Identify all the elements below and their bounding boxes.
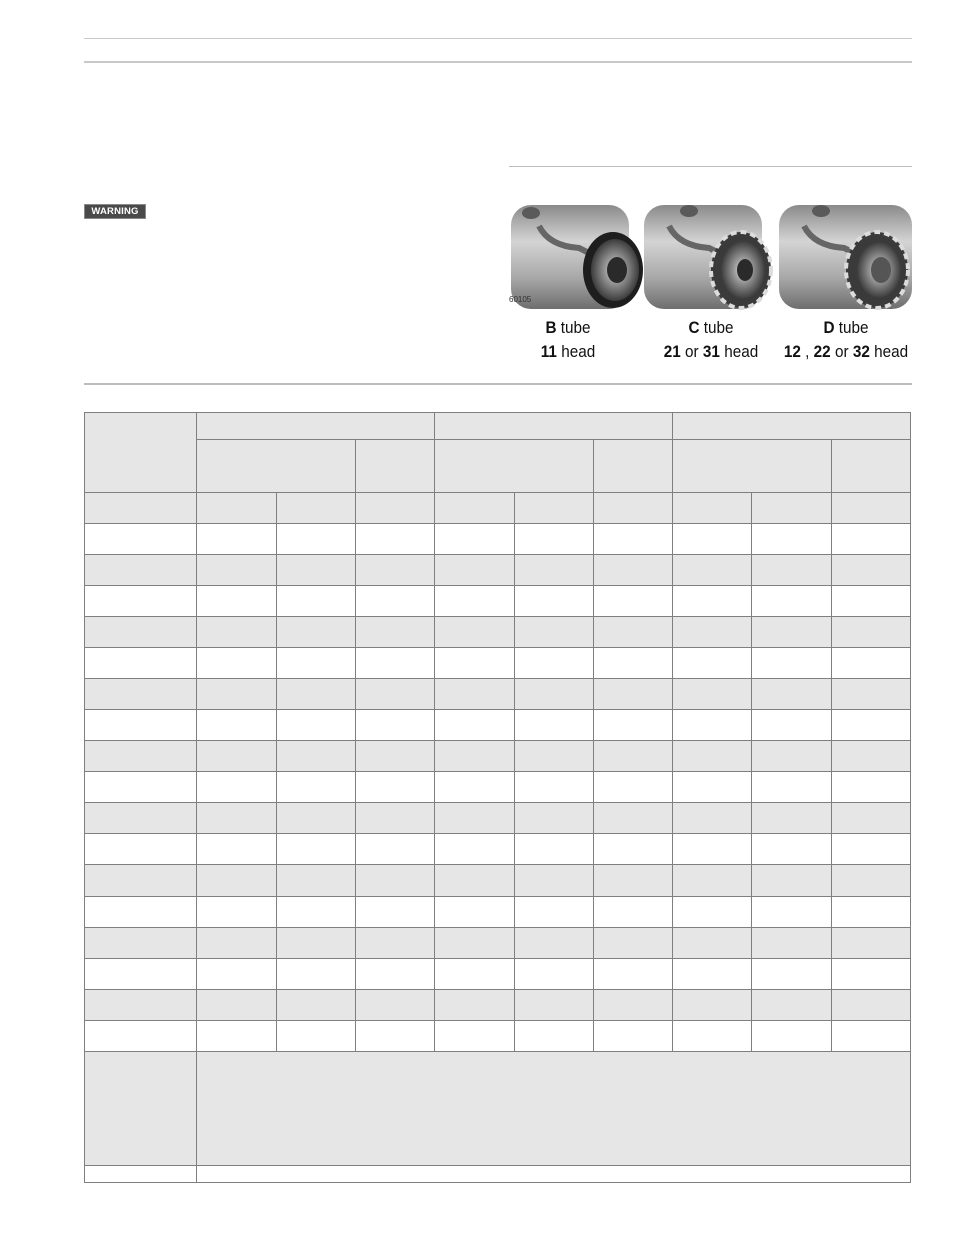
subheader-cell (435, 440, 594, 493)
table-cell (276, 524, 355, 555)
table-cell (593, 617, 672, 648)
table-cell (514, 555, 593, 586)
table-cell (752, 741, 831, 772)
table-row (85, 896, 911, 927)
table-cell (197, 741, 276, 772)
table-cell (593, 772, 672, 803)
table-cell (197, 679, 276, 710)
group-header-b (197, 413, 435, 440)
table-cell (593, 896, 672, 927)
table-cell (276, 493, 355, 524)
row-label-cell (85, 927, 197, 958)
subheader-cell (831, 440, 910, 493)
row-label-cell (85, 741, 197, 772)
table-cell (831, 1020, 910, 1051)
table-cell (514, 1020, 593, 1051)
table-row (85, 958, 911, 989)
notes-cell (197, 1051, 911, 1165)
table-cell (673, 834, 752, 865)
table-cell (276, 865, 355, 896)
table-cell (831, 958, 910, 989)
table-cell (197, 555, 276, 586)
header-rule (84, 38, 912, 39)
table-cell (752, 493, 831, 524)
table-cell (197, 586, 276, 617)
table-cell (276, 1020, 355, 1051)
figure-rule (509, 166, 912, 167)
table-cell (197, 648, 276, 679)
table-cell (831, 679, 910, 710)
table-cell (435, 710, 514, 741)
table-cell (197, 493, 276, 524)
table-row (85, 803, 911, 834)
table-row (85, 710, 911, 741)
table-cell (831, 865, 910, 896)
table-cell (197, 803, 276, 834)
table-row (85, 493, 911, 524)
table-cell (831, 648, 910, 679)
c-tube-icon (644, 205, 771, 309)
table-cell (593, 586, 672, 617)
table-row (85, 772, 911, 803)
table-cell (355, 493, 434, 524)
table-cell (752, 865, 831, 896)
table-cell (514, 834, 593, 865)
table-cell (197, 710, 276, 741)
table-row (85, 989, 911, 1020)
table-cell (673, 803, 752, 834)
table-cell (435, 524, 514, 555)
table-cell (435, 772, 514, 803)
table-cell (673, 989, 752, 1020)
table-cell (752, 710, 831, 741)
table-cell (673, 493, 752, 524)
table-cell (197, 772, 276, 803)
air-tube-figure (509, 198, 914, 364)
table-cell (276, 617, 355, 648)
figure-id-label: 60105 (509, 295, 532, 304)
row-label-cell (85, 493, 197, 524)
table-cell (276, 896, 355, 927)
table-footer-row (85, 1165, 911, 1182)
table-cell (355, 555, 434, 586)
table-cell (593, 834, 672, 865)
table-cell (673, 555, 752, 586)
table-cell (197, 896, 276, 927)
table-cell (831, 927, 910, 958)
table-cell (593, 555, 672, 586)
header-rule-thick (84, 61, 912, 63)
table-cell (435, 989, 514, 1020)
table-cell (276, 958, 355, 989)
table-cell (435, 679, 514, 710)
subheader-cell (197, 440, 356, 493)
row-label-cell (85, 555, 197, 586)
table-cell (673, 927, 752, 958)
table-cell (355, 648, 434, 679)
table-cell (752, 586, 831, 617)
table-cell (514, 896, 593, 927)
table-row (85, 524, 911, 555)
table-cell (197, 1020, 276, 1051)
table-cell (514, 865, 593, 896)
table-cell (831, 896, 910, 927)
c-tube-caption: C tube 21 or 31 head (663, 318, 759, 361)
subheader-cell (593, 440, 672, 493)
table-cell (435, 617, 514, 648)
table-row (85, 741, 911, 772)
table-cell (355, 1020, 434, 1051)
table-cell (752, 958, 831, 989)
table-cell (355, 834, 434, 865)
table-cell (355, 803, 434, 834)
table-cell (355, 927, 434, 958)
table-cell (593, 803, 672, 834)
table-cell (276, 710, 355, 741)
table-cell (276, 648, 355, 679)
table-header-row (85, 413, 911, 440)
warning-badge: WARNING (84, 204, 146, 219)
table-cell (435, 741, 514, 772)
table-cell (593, 989, 672, 1020)
table-cell (752, 989, 831, 1020)
table-cell (514, 927, 593, 958)
table-cell (752, 524, 831, 555)
table-cell (673, 958, 752, 989)
row-label-cell (85, 803, 197, 834)
table-cell (514, 524, 593, 555)
table-cell (752, 679, 831, 710)
table-cell (355, 741, 434, 772)
row-label-cell (85, 1020, 197, 1051)
table-cell (355, 896, 434, 927)
table-row (85, 648, 911, 679)
d-tube-icon (779, 205, 912, 309)
table-cell (831, 989, 910, 1020)
table-cell (831, 772, 910, 803)
table-cell (593, 865, 672, 896)
table-cell (197, 927, 276, 958)
table-row (85, 555, 911, 586)
table-cell (355, 865, 434, 896)
table-cell (276, 772, 355, 803)
table-cell (197, 524, 276, 555)
table-cell (593, 648, 672, 679)
table-cell (673, 1020, 752, 1051)
table-cell (514, 710, 593, 741)
table-row (85, 1020, 911, 1051)
row-label-cell (85, 524, 197, 555)
table-cell (197, 865, 276, 896)
table-cell (435, 493, 514, 524)
table-cell (355, 586, 434, 617)
table-cell (752, 617, 831, 648)
table-cell (514, 617, 593, 648)
table-cell (514, 679, 593, 710)
notes-label-cell (85, 1051, 197, 1165)
table-cell (197, 958, 276, 989)
table-cell (276, 741, 355, 772)
table-cell (514, 493, 593, 524)
section-rule (84, 383, 912, 385)
table-cell (673, 772, 752, 803)
row-label-cell (85, 834, 197, 865)
table-cell (197, 989, 276, 1020)
row-label-cell (85, 679, 197, 710)
table-cell (593, 1020, 672, 1051)
table-row (85, 617, 911, 648)
b-tube-caption: B tube 11 head (540, 318, 596, 361)
table-cell (752, 896, 831, 927)
table-cell (673, 524, 752, 555)
d-tube-caption: D tube 12 , 22 or 32 head (783, 318, 909, 361)
table-cell (831, 524, 910, 555)
table-cell (435, 1020, 514, 1051)
row-label-cell (85, 865, 197, 896)
table-row (85, 927, 911, 958)
table-cell (831, 710, 910, 741)
table-cell (435, 648, 514, 679)
table-cell (276, 927, 355, 958)
table-subheader-row (85, 440, 911, 493)
b-tube-icon (511, 205, 643, 309)
table-cell (197, 834, 276, 865)
row-label-cell (85, 896, 197, 927)
table-row (85, 586, 911, 617)
table-cell (593, 710, 672, 741)
table-cell (435, 927, 514, 958)
table-cell (673, 896, 752, 927)
table-cell (435, 958, 514, 989)
table-cell (593, 927, 672, 958)
table-cell (831, 617, 910, 648)
table-cell (752, 803, 831, 834)
table-cell (831, 586, 910, 617)
table-cell (276, 803, 355, 834)
table-cell (593, 958, 672, 989)
table-cell (593, 679, 672, 710)
table-cell (435, 896, 514, 927)
row-label-cell (85, 648, 197, 679)
table-cell (673, 648, 752, 679)
table-notes-row (85, 1051, 911, 1165)
table-cell (593, 741, 672, 772)
table-cell (514, 648, 593, 679)
table-row (85, 834, 911, 865)
table-corner-cell (85, 413, 197, 493)
table-cell (831, 493, 910, 524)
table-cell (435, 865, 514, 896)
subheader-cell (355, 440, 434, 493)
row-label-cell (85, 989, 197, 1020)
table-cell (355, 524, 434, 555)
table-cell (831, 834, 910, 865)
table-cell (673, 586, 752, 617)
table-cell (752, 772, 831, 803)
table-cell (593, 493, 672, 524)
table-cell (197, 617, 276, 648)
table-cell (514, 586, 593, 617)
row-label-cell (85, 772, 197, 803)
table-cell (514, 772, 593, 803)
table-cell (355, 772, 434, 803)
table-cell (752, 555, 831, 586)
group-header-c (435, 413, 673, 440)
table-cell (752, 927, 831, 958)
table-cell (355, 710, 434, 741)
table-cell (276, 834, 355, 865)
table-cell (514, 989, 593, 1020)
table-cell (355, 679, 434, 710)
table-cell (673, 617, 752, 648)
air-tube-illustration (509, 198, 914, 318)
table-cell (831, 741, 910, 772)
subheader-cell (673, 440, 832, 493)
table-cell (276, 555, 355, 586)
table-row (85, 865, 911, 896)
table-cell (593, 524, 672, 555)
table-cell (673, 710, 752, 741)
table-cell (355, 958, 434, 989)
row-label-cell (85, 958, 197, 989)
table-cell (355, 989, 434, 1020)
table-cell (276, 989, 355, 1020)
row-label-cell (85, 586, 197, 617)
table-cell (752, 834, 831, 865)
table-cell (673, 679, 752, 710)
row-label-cell (85, 617, 197, 648)
table-cell (514, 803, 593, 834)
footer-cell (197, 1165, 911, 1182)
table-cell (514, 741, 593, 772)
table-cell (831, 555, 910, 586)
row-label-cell (85, 710, 197, 741)
table-cell (673, 865, 752, 896)
table-cell (435, 803, 514, 834)
table-cell (673, 741, 752, 772)
table-cell (752, 648, 831, 679)
table-cell (355, 617, 434, 648)
table-cell (276, 586, 355, 617)
table-cell (514, 958, 593, 989)
table-cell (752, 1020, 831, 1051)
table-row (85, 679, 911, 710)
table-cell (435, 586, 514, 617)
table-cell (435, 555, 514, 586)
table-cell (831, 803, 910, 834)
group-header-d (673, 413, 911, 440)
table-cell (276, 679, 355, 710)
footer-label-cell (85, 1165, 197, 1182)
table-cell (435, 834, 514, 865)
settings-table (84, 412, 911, 1183)
